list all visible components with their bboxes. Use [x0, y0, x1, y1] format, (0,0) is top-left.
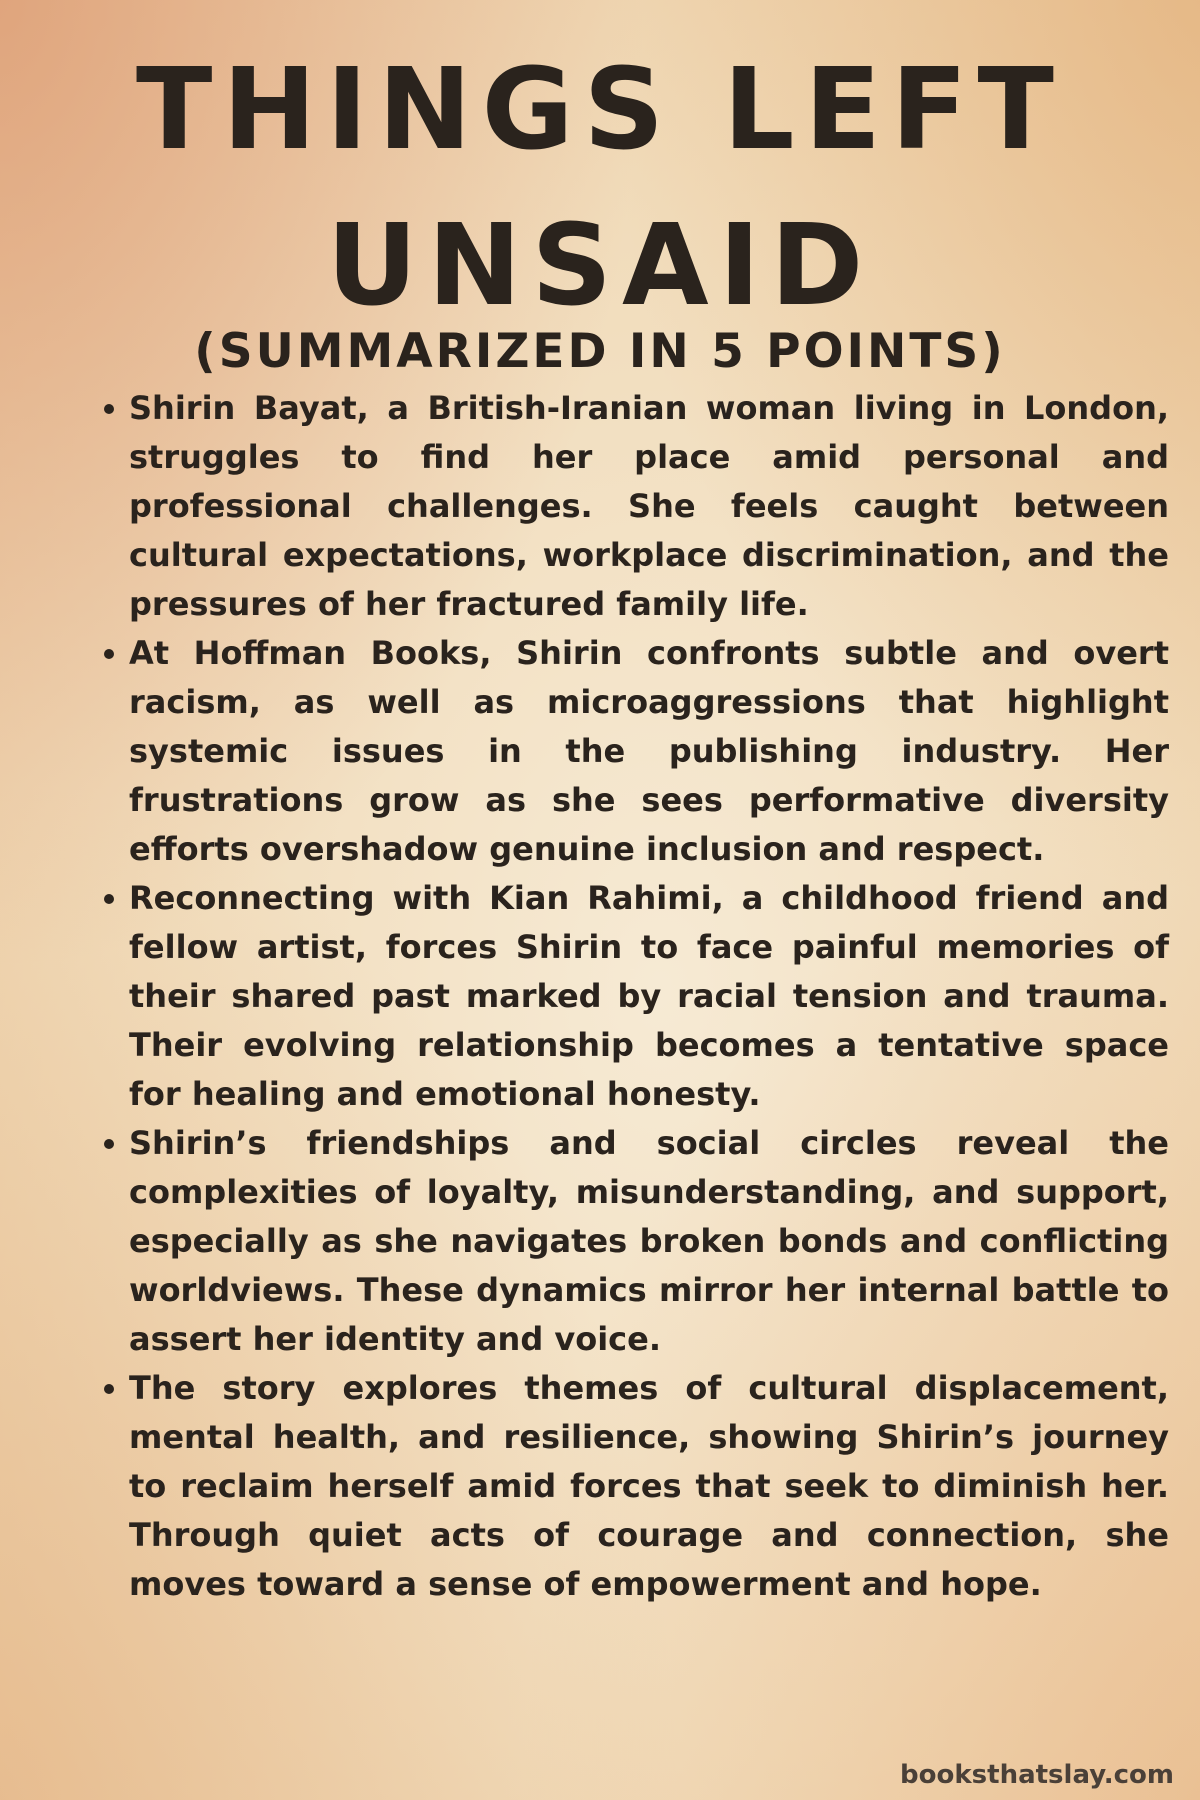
bullet-icon	[104, 894, 114, 904]
summary-point	[129, 1119, 1169, 1364]
summary-points-list	[100, 384, 1169, 1609]
bullet-icon	[104, 404, 114, 414]
subtitle: (SUMMARIZED IN 5 POINTS)	[194, 324, 1006, 379]
title-line-2: UNSAID	[326, 201, 874, 331]
summary-point-text: The story explores themes of cultural displacement, mental health, and resilience, showing Shirin’s journey to reclaim herself amid forces that seek to diminish her. Through quiet acts of courage and connection, she moves toward a sense of empowerment and hope.	[129, 1369, 1169, 1603]
title-line-1: THINGS LEFT	[136, 45, 1064, 175]
bullet-icon	[104, 649, 114, 659]
summary-point	[129, 1364, 1169, 1609]
summary-point-text: Shirin’s friendships and social circles reveal the complexities of loyalty, misunderstanding, and support, especially as she navigates broken bonds and conflicting worldviews. These dynamics mirror her internal battle to assert her identity and voice.	[129, 1124, 1169, 1358]
summary-point	[129, 384, 1169, 629]
summary-point	[129, 874, 1169, 1119]
summary-point	[129, 629, 1169, 874]
bullet-icon	[104, 1139, 114, 1149]
summary-point-text: At Hoffman Books, Shirin confronts subtle and overt racism, as well as microaggressions that highlight systemic issues in the publishing industry. Her frustrations grow as she sees performative diversity efforts overshadow genuine inclusion and respect.	[129, 634, 1169, 868]
website-credit: booksthatslay.com	[900, 1760, 1174, 1790]
bullet-icon	[104, 1384, 114, 1394]
summary-point-text: Reconnecting with Kian Rahimi, a childhood friend and fellow artist, forces Shirin to face painful memories of their shared past marked by racial tension and trauma. Their evolving relationship becomes a tentative space for healing and emotional honesty.	[129, 879, 1169, 1113]
summary-point-text: Shirin Bayat, a British-Iranian woman living in London, struggles to find her place amid personal and professional challenges. She feels caught between cultural expectations, workplace discrimination, and the pressures of her fractured family life.	[129, 389, 1169, 623]
